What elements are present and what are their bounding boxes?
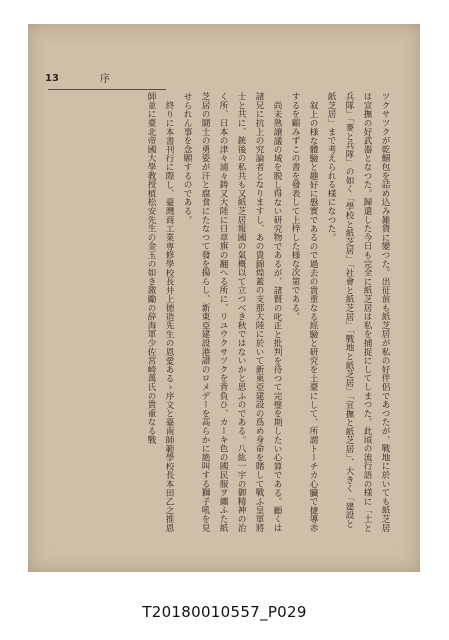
header-rule xyxy=(48,89,166,90)
paragraph: 終りに本書刊行に際し、臺灣商工業専修學校長井上徳造先生の恩愛あるゝ序文と臺南師範學校長本田乙之推恩師並に臺北帝國大學教授植松安先生の金玉の如き激勵の辞海軍少佐宮崎萬氏の貴重なる戰 xyxy=(146,92,174,532)
paragraph: 叙上の様な體驗と趣好に慇實であるので過去の貴重なる經驗と研究を土臺にして、所謂トーチカ心臓で捷導赤するを顧みずこの書を發表して上梓した様な次第である。 xyxy=(290,92,318,532)
image-caption: T20180010557_P029 xyxy=(142,603,307,621)
running-header: 序 xyxy=(100,74,110,85)
paragraph: ツクサツクが乾鰯包を詰め込み雑貨に變つた。出征前も紙芝居が私の好伴侶であつたが、戰地に於いても紙芝居は宣撫の好武器となつた。歸還した今日も完全に紙芝居は私を捕捉にしてしまつた。此頃の流行語の様に「土と兵隊」「麥と兵隊」の如く「學校と紙芝居」「社會と紙芝居」「戰地と紙芝居」「宣撫と紙芝居」、大きく「建設と紙芝居」まで考えられる様になつた。 xyxy=(326,92,390,532)
paragraph: 尚未熟譲議の域を脱し得ない研究物であるが、諸賢の叱正と批判を待つて完璧を期したい心算である。顧くは諸兄に抗上の究論者となりますし、あの貴錦煌蓋の支那大陸に於いて新東亞建設の爲め身命を賭して戰ふ皇軍將士と共に、銃後の私共も又紙芝居報國の氣概以て立つべき秋ではないかと思ふのである。八紘一宇の御精神の治く所、日本の津々浦々鋳又大陸に日章旗の翻へる所に、リユウクサツクを背負ひ、カーキ色の國民服ヲ纏ふた紙芝居の鬪士の勇姿が汗と腐食にたなつて發を揚らし、新東亞建設港譜のロメデーを高らかに絶叫する獅子吼を見せられん事を念願するのである。 xyxy=(182,92,282,532)
page-number: 13 xyxy=(45,73,59,84)
vertical-body-text xyxy=(58,92,394,532)
